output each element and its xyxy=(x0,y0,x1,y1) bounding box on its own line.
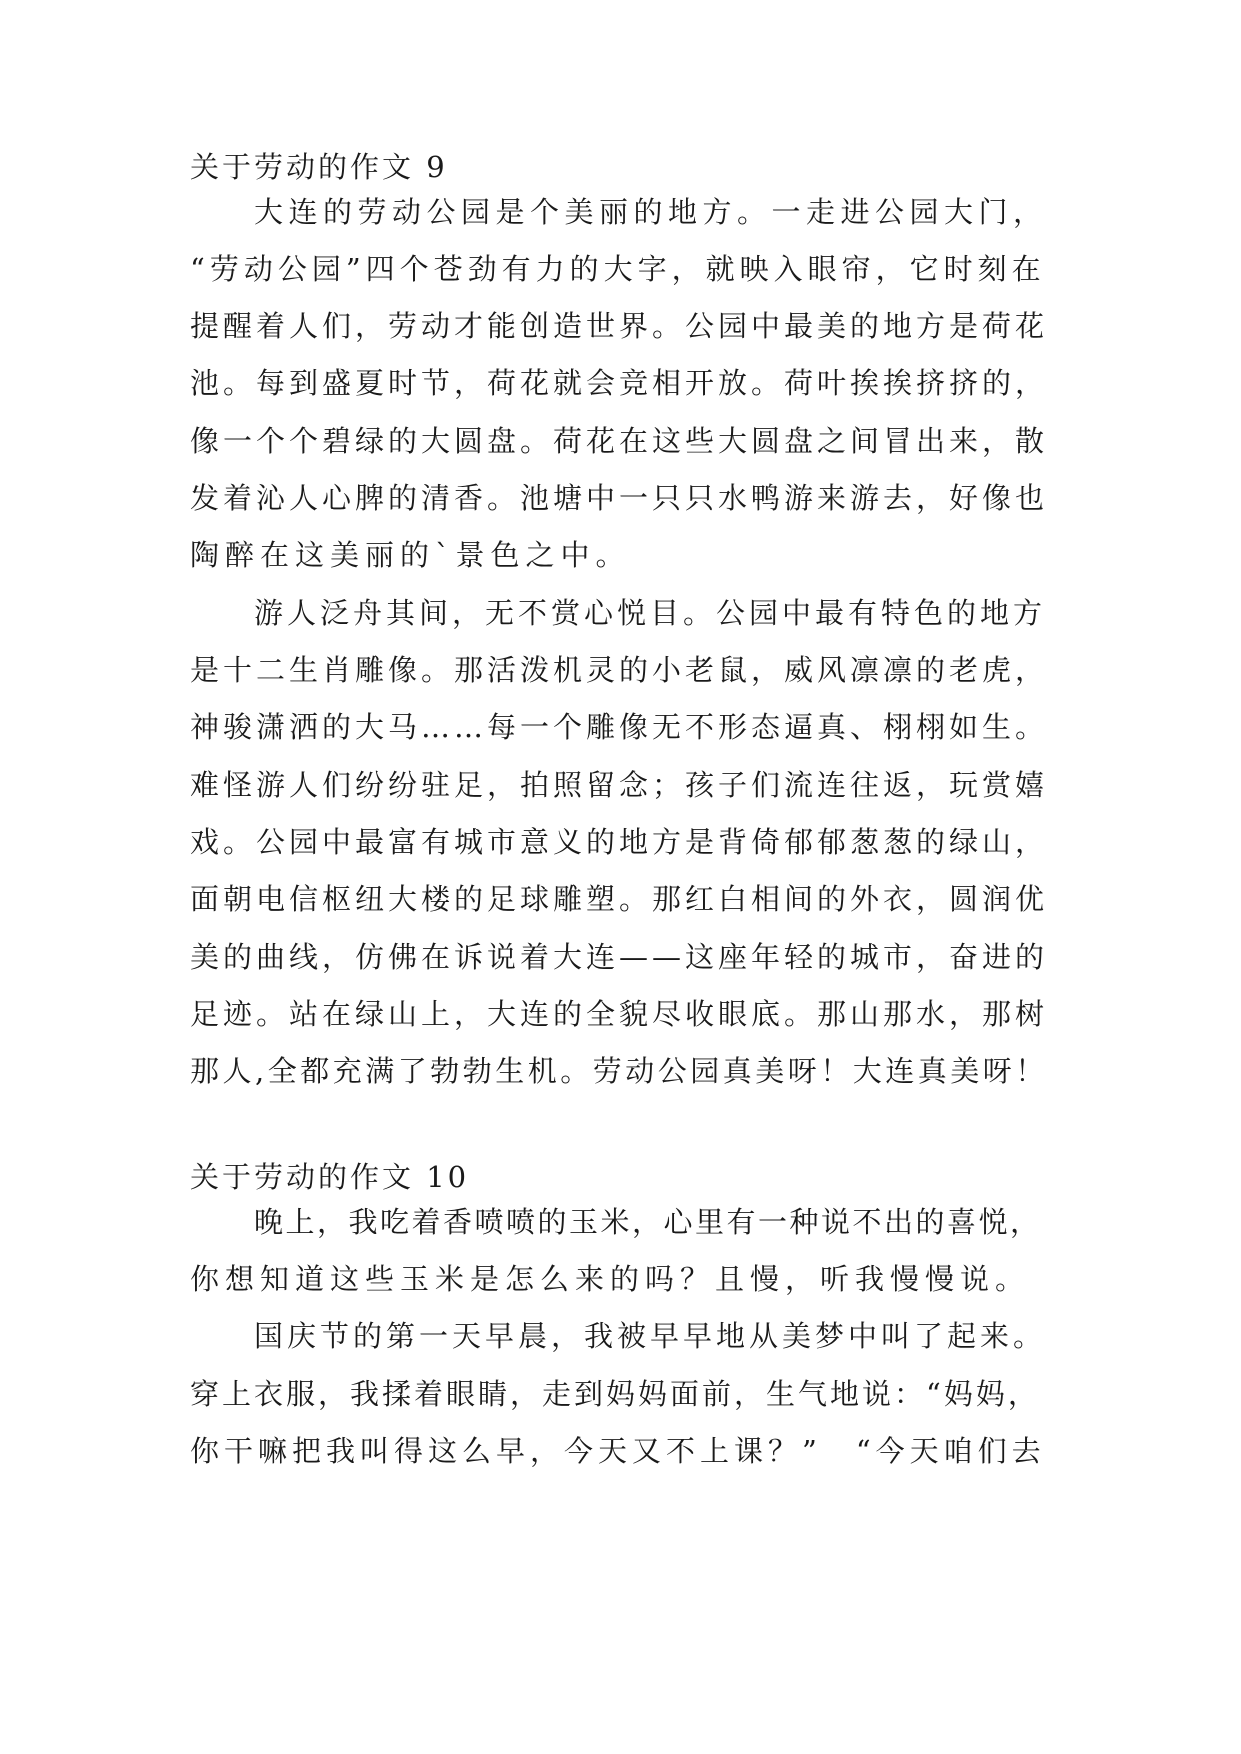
paragraph-line: 像一个个碧绿的大圆盘。荷花在这些大圆盘之间冒出来，散 xyxy=(190,424,1049,458)
paragraph-line: 神骏潇洒的大马……每一个雕像无不形态逼真、栩栩如生。 xyxy=(190,710,1049,744)
paragraph-line: 晚上，我吃着香喷喷的玉米，心里有一种说不出的喜悦， xyxy=(254,1205,1042,1239)
paragraph-line: 国庆节的第一天早晨，我被早早地从美梦中叫了起来。 xyxy=(254,1319,1047,1353)
paragraph-line: 面朝电信枢纽大楼的足球雕塑。那红白相间的外衣，圆润优 xyxy=(190,882,1049,916)
section-title-10: 关于劳动的作文 10 xyxy=(190,1160,470,1194)
paragraph-line: 陶醉在这美丽的`景色之中。 xyxy=(190,538,631,572)
paragraph-line: 难怪游人们纷纷驻足，拍照留念；孩子们流连往返，玩赏嬉 xyxy=(190,768,1049,802)
section-title-9: 关于劳动的作文 9 xyxy=(190,150,448,184)
paragraph-line: 穿上衣服，我揉着眼睛，走到妈妈面前，生气地说：“妈妈， xyxy=(190,1377,1040,1411)
paragraph-line: 你干嘛把我叫得这么早，今天又不上课？” “今天咱们去 xyxy=(190,1434,1046,1468)
paragraph-line: 大连的劳动公园是个美丽的地方。一走进公园大门， xyxy=(254,195,1048,229)
paragraph-line: 游人泛舟其间，无不赏心悦目。公园中最有特色的地方 xyxy=(254,596,1047,630)
paragraph-line: 是十二生肖雕像。那活泼机灵的小老鼠，威风凛凛的老虎， xyxy=(190,653,1049,687)
paragraph-line: 发着沁人心脾的清香。池塘中一只只水鸭游来游去，好像也 xyxy=(190,481,1049,515)
paragraph-line: “劳动公园”四个苍劲有力的大字，就映入眼帘，它时刻在 xyxy=(190,252,1046,286)
paragraph-line: 戏。公园中最富有城市意义的地方是背倚郁郁葱葱的绿山， xyxy=(190,825,1049,859)
paragraph-line: 那人,全都充满了勃勃生机。劳动公园真美呀！大连真美呀！ xyxy=(190,1054,1048,1088)
paragraph-line: 美的曲线，仿佛在诉说着大连——这座年轻的城市，奋进的 xyxy=(190,940,1049,974)
paragraph-line: 足迹。站在绿山上，大连的全貌尽收眼底。那山那水，那树 xyxy=(190,997,1049,1031)
paragraph-line: 你想知道这些玉米是怎么来的吗？且慢，听我慢慢说。 xyxy=(190,1262,1031,1296)
paragraph-line: 提醒着人们，劳动才能创造世界。公园中最美的地方是荷花 xyxy=(190,309,1049,343)
paragraph-line: 池。每到盛夏时节，荷花就会竞相开放。荷叶挨挨挤挤的， xyxy=(190,366,1049,400)
